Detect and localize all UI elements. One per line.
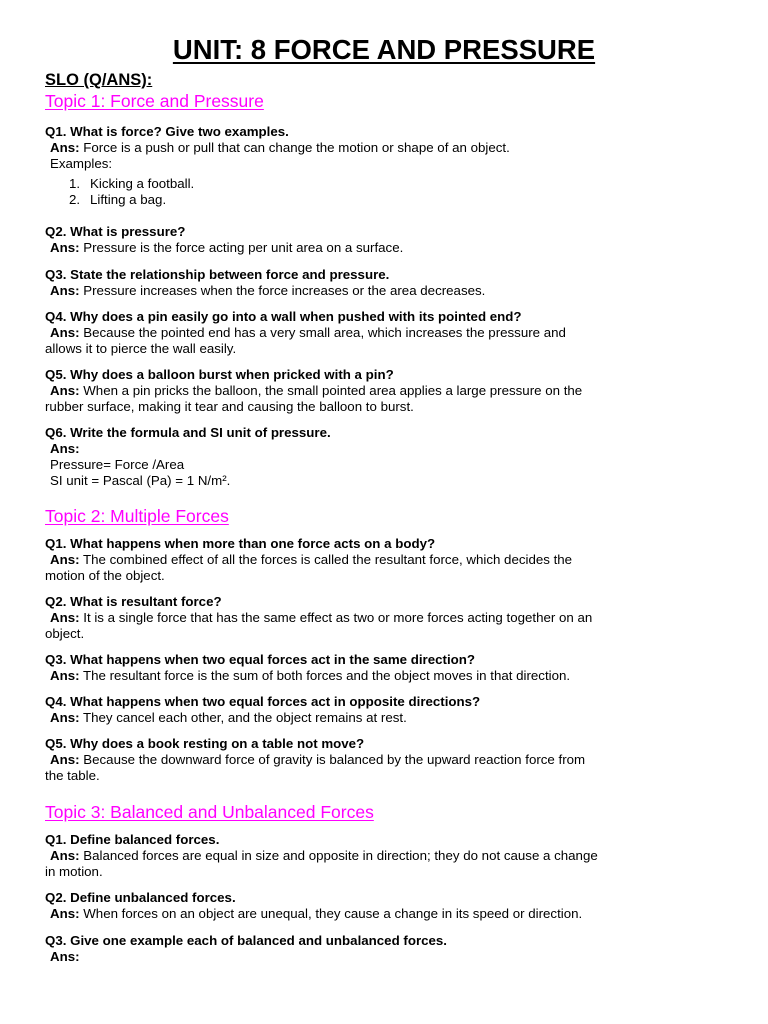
list-number: 2. bbox=[69, 192, 81, 207]
answer-label: Ans: bbox=[50, 710, 80, 725]
topic-1-heading: Topic 1: Force and Pressure bbox=[45, 91, 264, 111]
examples-label: Examples: bbox=[50, 156, 113, 171]
topic-3-q3 bbox=[45, 933, 735, 965]
answer-label: Ans: bbox=[50, 383, 80, 398]
answer-continuation: motion of the object. bbox=[45, 568, 165, 583]
answer-body: When forces on an object are unequal, they cause a change in its speed or direction. bbox=[79, 906, 583, 921]
topic-2-heading: Topic 2: Multiple Forces bbox=[45, 506, 229, 526]
answer-text bbox=[45, 441, 735, 457]
question-text: Q2. What is resultant force? bbox=[45, 594, 222, 609]
answer-text bbox=[45, 240, 735, 256]
question-text: Q5. Why does a book resting on a table not move? bbox=[45, 736, 365, 751]
answer-continuation: the table. bbox=[45, 768, 100, 783]
answer-text bbox=[45, 283, 735, 299]
answer-text bbox=[45, 949, 735, 965]
answer-body: Balanced forces are equal in size and opposite in direction; they do not cause a change bbox=[79, 848, 598, 863]
answer-body: The resultant force is the sum of both forces and the object moves in that direction. bbox=[79, 668, 571, 683]
topic-2-q1 bbox=[45, 536, 735, 584]
si-unit-line: SI unit = Pascal (Pa) = 1 N/m². bbox=[50, 473, 231, 488]
answer-text bbox=[45, 610, 735, 626]
answer-text bbox=[45, 325, 735, 341]
answer-label: Ans: bbox=[50, 283, 80, 298]
page-title: UNIT: 8 FORCE AND PRESSURE bbox=[172, 34, 596, 65]
answer-text bbox=[45, 552, 735, 568]
answer-continuation: allows it to pierce the wall easily. bbox=[45, 341, 237, 356]
question-text: Q1. Define balanced forces. bbox=[45, 832, 220, 847]
answer-body: Pressure increases when the force increases or the area decreases. bbox=[79, 283, 486, 298]
topic-1-q4 bbox=[45, 309, 735, 357]
topic-1-q3 bbox=[45, 267, 735, 299]
answer-label: Ans: bbox=[50, 610, 80, 625]
answer-text bbox=[45, 710, 735, 726]
answer-continuation: rubber surface, making it tear and causing the balloon to burst. bbox=[45, 399, 414, 414]
answer-body: It is a single force that has the same effect as two or more forces acting together on an bbox=[79, 610, 593, 625]
answer-body: Because the pointed end has a very small area, which increases the pressure and bbox=[79, 325, 566, 340]
answer-label: Ans: bbox=[50, 949, 80, 964]
answer-text bbox=[45, 668, 735, 684]
topic-2-q2 bbox=[45, 594, 735, 642]
topic-1-q1 bbox=[45, 124, 735, 208]
topic-3-q2 bbox=[45, 890, 735, 922]
answer-body: They cancel each other, and the object remains at rest. bbox=[79, 710, 407, 725]
slo-heading: SLO (Q/ANS): bbox=[45, 71, 153, 89]
list-text: Kicking a football. bbox=[90, 176, 195, 191]
examples-list bbox=[45, 176, 735, 208]
answer-continuation: in motion. bbox=[45, 864, 103, 879]
topic-1-q5 bbox=[45, 367, 735, 415]
answer-body: When a pin pricks the balloon, the small pointed area applies a large pressure on the bbox=[79, 383, 583, 398]
topic-2-q3 bbox=[45, 652, 735, 684]
answer-label: Ans: bbox=[50, 140, 80, 155]
question-text: Q6. Write the formula and SI unit of pressure. bbox=[45, 425, 331, 440]
list-item bbox=[45, 192, 735, 208]
answer-body: Because the downward force of gravity is balanced by the upward reaction force from bbox=[79, 752, 586, 767]
question-text: Q3. What happens when two equal forces act in the same direction? bbox=[45, 652, 476, 667]
answer-label: Ans: bbox=[50, 668, 80, 683]
answer-text bbox=[45, 140, 735, 156]
answer-label: Ans: bbox=[50, 906, 80, 921]
answer-text bbox=[45, 383, 735, 399]
answer-label: Ans: bbox=[50, 752, 80, 767]
answer-label: Ans: bbox=[50, 441, 80, 456]
topic-2-q5 bbox=[45, 736, 735, 784]
topic-3-heading: Topic 3: Balanced and Unbalanced Forces bbox=[45, 802, 374, 822]
topic-1-q6 bbox=[45, 425, 735, 489]
answer-continuation: object. bbox=[45, 626, 85, 641]
answer-body: The combined effect of all the forces is called the resultant force, which decides the bbox=[79, 552, 573, 567]
formula-line: Pressure= Force /Area bbox=[50, 457, 185, 472]
question-text: Q2. Define unbalanced forces. bbox=[45, 890, 236, 905]
question-text: Q4. Why does a pin easily go into a wall when pushed with its pointed end? bbox=[45, 309, 522, 324]
question-text: Q2. What is pressure? bbox=[45, 224, 186, 239]
list-text: Lifting a bag. bbox=[90, 192, 167, 207]
answer-text bbox=[45, 848, 735, 864]
answer-text bbox=[45, 906, 735, 922]
question-text: Q3. State the relationship between force and pressure. bbox=[45, 267, 390, 282]
answer-body: Force is a push or pull that can change the motion or shape of an object. bbox=[79, 140, 510, 155]
question-text: Q5. Why does a balloon burst when pricked with a pin? bbox=[45, 367, 394, 382]
answer-label: Ans: bbox=[50, 240, 80, 255]
answer-label: Ans: bbox=[50, 552, 80, 567]
question-text: Q1. What happens when more than one force acts on a body? bbox=[45, 536, 436, 551]
answer-body: Pressure is the force acting per unit area on a surface. bbox=[79, 240, 404, 255]
topic-1-q2 bbox=[45, 224, 735, 256]
answer-label: Ans: bbox=[50, 848, 80, 863]
question-text: Q3. Give one example each of balanced and unbalanced forces. bbox=[45, 933, 447, 948]
list-number: 1. bbox=[69, 176, 81, 191]
answer-label: Ans: bbox=[50, 325, 80, 340]
question-text: Q4. What happens when two equal forces act in opposite directions? bbox=[45, 694, 481, 709]
list-item bbox=[45, 176, 735, 192]
topic-2-q4 bbox=[45, 694, 735, 726]
answer-text bbox=[45, 752, 735, 768]
topic-3-q1 bbox=[45, 832, 735, 880]
question-text: Q1. What is force? Give two examples. bbox=[45, 124, 289, 139]
